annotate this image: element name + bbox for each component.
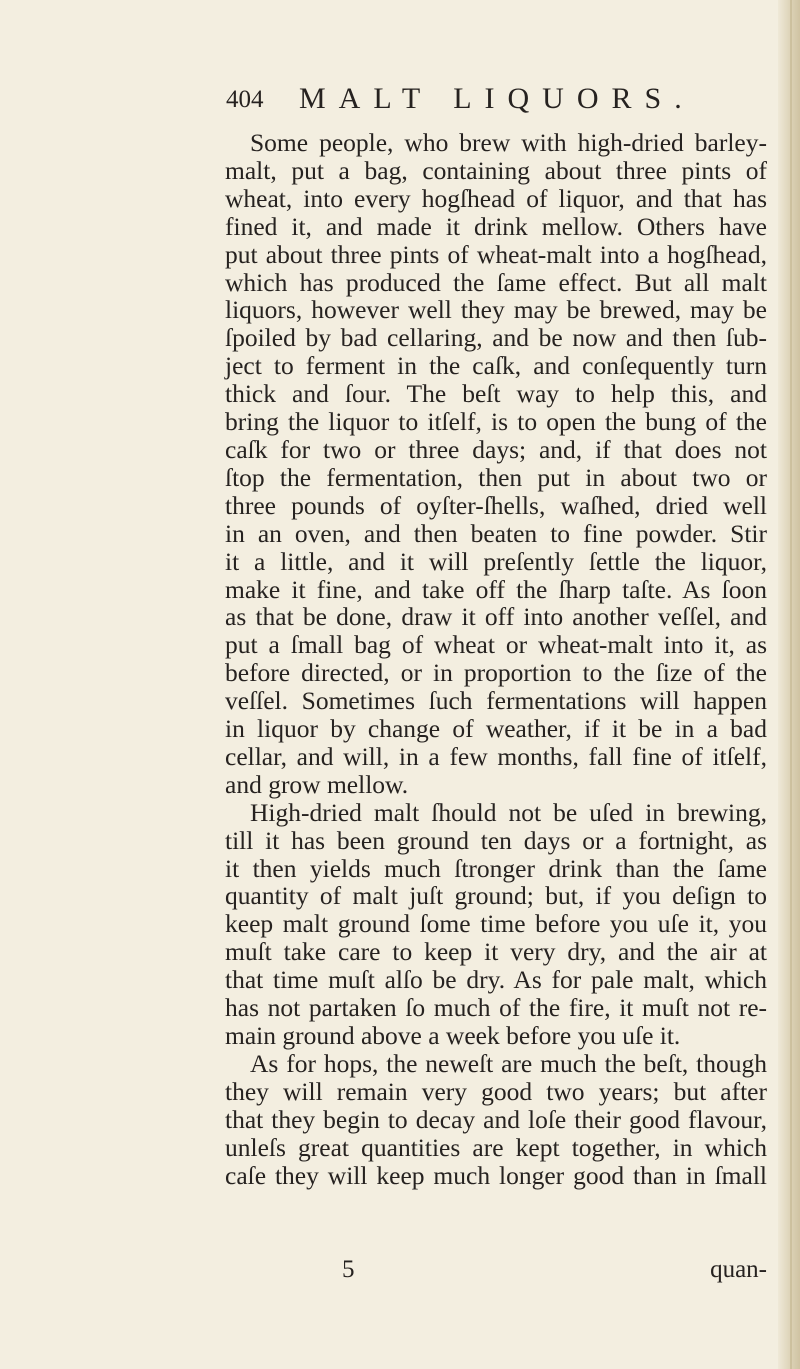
text-line: veſſel. Sometimes ſuch fermentations will happen — [225, 686, 767, 716]
text-line: which has produced the ſame effect. But all malt — [225, 267, 767, 297]
text-line: till it has been ground ten days or a fortnight, as — [225, 825, 767, 855]
text-line: it a little, and it will preſently ſettle the liquor, — [225, 546, 767, 576]
text-line: fined it, and made it drink mellow. Others have — [225, 211, 767, 241]
body-text — [225, 129, 767, 1189]
text-line: three pounds of oyſter-ſhells, waſhed, dried well — [225, 490, 767, 520]
text-line: caſe they will keep much longer good than in ſmall — [225, 1160, 767, 1190]
text-line: cellar, and will, in a few months, fall fine of itſelf, — [225, 741, 767, 771]
page-number: 404 — [226, 86, 264, 113]
text-line: main ground above a week before you uſe it. — [225, 1021, 681, 1050]
page-edge — [778, 0, 800, 1369]
text-line: they will remain very good two years; but after — [225, 1076, 767, 1106]
text-line: wheat, into every hogſhead of liquor, and that has — [225, 183, 767, 213]
text-line: muſt take care to keep it very dry, and the air at — [225, 937, 767, 967]
text-line: quantity of malt juſt ground; but, if you deſign to — [225, 881, 767, 911]
text-line: in an oven, and then beaten to fine powder. Stir — [225, 518, 767, 548]
text-line: it then yields much ſtronger drink than the ſame — [225, 853, 767, 883]
text-line: that they begin to decay and loſe their good flavour, — [225, 1104, 767, 1134]
text-line: as that be done, draw it off into another veſſel, and — [225, 602, 767, 632]
text-line: put about three pints of wheat-malt into a hogſhead, — [225, 239, 767, 269]
text-line: ject to ferment in the caſk, and conſequently turn — [225, 351, 767, 381]
running-title: MALT LIQUORS. — [299, 82, 695, 115]
text-line: caſk for two or three days; and, if that does not — [225, 434, 767, 464]
text-line: liquors, however well they may be brewed, may be — [225, 295, 767, 325]
text-line: unleſs great quantities are kept together, in which — [225, 1132, 767, 1162]
text-line: malt, put a bag, containing about three pints of — [225, 155, 767, 185]
signature-mark: 5 — [342, 1256, 355, 1283]
text-line: keep malt ground ſome time before you uſe it, you — [225, 909, 767, 939]
page-header — [226, 82, 746, 122]
text-line: High-dried malt ſhould not be uſed in brewing, — [250, 797, 767, 827]
text-line: and grow mellow. — [225, 769, 409, 799]
text-line: Some people, who brew with high-dried barley- — [250, 128, 767, 157]
text-line: bring the liquor to itſelf, is to open the bung of the — [225, 407, 767, 437]
text-line: make it fine, and take off the ſharp taſte. As ſoon — [225, 574, 767, 604]
page-footer — [225, 1256, 767, 1286]
text-line: put a ſmall bag of wheat or wheat-malt into it, as — [225, 630, 767, 660]
text-line: As for hops, the neweſt are much the beſt, though — [250, 1048, 767, 1078]
text-line: thick and ſour. The beſt way to help this, and — [225, 379, 767, 409]
catchword: quan- — [710, 1256, 767, 1283]
text-line: before directed, or in proportion to the ſize of the — [225, 658, 767, 688]
text-line: that time muſt alſo be dry. As for pale malt, which — [225, 965, 767, 995]
text-line: ſtop the fermentation, then put in about two or — [225, 462, 767, 492]
text-line: has not partaken ſo much of the fire, it muſt not re- — [225, 993, 767, 1023]
page-edge-shadow — [790, 0, 792, 1369]
text-line: ſpoiled by bad cellaring, and be now and then ſub- — [225, 323, 767, 353]
text-line: in liquor by change of weather, if it be in a bad — [225, 714, 767, 744]
